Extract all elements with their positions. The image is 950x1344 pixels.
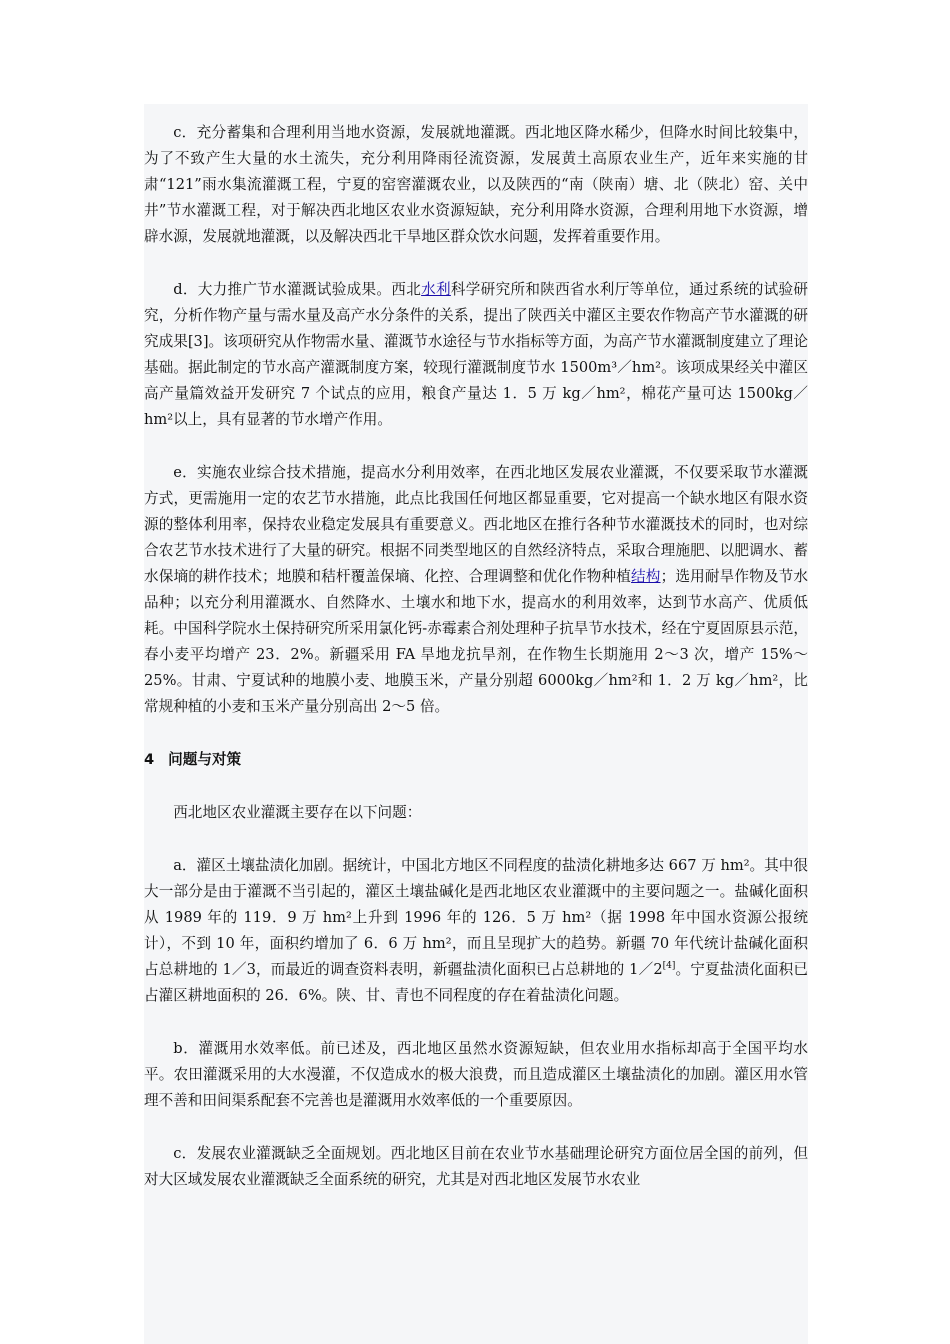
document-content — [144, 120, 808, 1220]
paragraph-text: 科学研究所和陕西省水利厅等单位，通过系统的试验研究，分析作物产量与需水量及高产水分条件的关系，提出了陕西关中灌区主要农作物高产节水灌溉的研究成果[3]。该项研究从作物需水量、灌溉节水途径与节水指标等方面，为高产节水灌溉制度建立了理论基础。据此制定的节水高产灌溉制度方案，较现行灌溉制度节水 1500m³／hm²。该项成果经关中灌区高产量篇效益开发研究 7 个试点的应用，粮食产量达 1．5 万 kg／hm²，棉花产量可达 1500kg／hm²以上，具有显著的节水增产作用。 — [144, 281, 808, 428]
paragraph-b-efficiency — [144, 1036, 808, 1114]
paragraph-text: d．大力推广节水灌溉试验成果。西北 — [173, 281, 422, 298]
paragraph-text: c．充分蓄集和合理利用当地水资源，发展就地灌溉。西北地区降水稀少，但降水时间比较集中，为了不致产生大量的水土流失，充分利用降雨径流资源，发展黄土高原农业生产，近年来实施的甘肃“121”雨水集流灌溉工程，宁夏的窑窖灌溉农业，以及陕西的“南（陕南）塘、北（陕北）窑、关中井”节水灌溉工程，对于解决西北地区农业水资源短缺，充分利用降水资源，合理利用地下水资源，增辟水源，发展就地灌溉，以及解决西北干旱地区群众饮水问题，发挥着重要作用。 — [144, 124, 808, 245]
citation-ref: [4] — [662, 961, 676, 972]
paragraph-c-planning — [144, 1141, 808, 1193]
paragraph-d-water-saving-results — [144, 277, 808, 433]
paragraph-text: ；选用耐旱作物及节水品种；以充分利用灌溉水、自然降水、土壤水和地下水，提高水的利用效率，达到节水高产、优质低耗。中国科学院水土保持研究所采用氯化钙-赤霉素合剂处理种子抗旱节水技术，经在宁夏固原县示范，春小麦平均增产 23．2%。新疆采用 FA 旱地龙抗旱剂，在作物生长期施用 2～3 次，增产 15%～25%。甘肃、宁夏试种的地膜小麦、地膜玉米，产量分别超 6000kg／hm²和 1．2 万 kg／hm²，比常规种植的小麦和玉米产量分别高出 2～5 倍。 — [144, 568, 808, 715]
paragraph-text: a．灌区土壤盐渍化加剧。据统计，中国北方地区不同程度的盐渍化耕地多达 667 万 hm²。其中很大一部分是由于灌溉不当引起的，灌区土壤盐碱化是西北地区农业灌溉中的主要问题之一。盐碱化面积从 1989 年的 119．9 万 hm²上升到 1996 年的 126．5 万 hm²（据 1998 年中国水资源公报统计），不到 10 年，面积约增加了 6．6 万 hm²，而且呈现扩大的趋势。新疆 70 年代统计盐碱化面积占总耕地的 1／3，而最近的调查资料表明，新疆盐渍化面积已占总耕地的 1／2 — [144, 857, 808, 978]
section-title: 问题与对策 — [168, 751, 242, 768]
paragraph-e-agronomic-measures — [144, 460, 808, 720]
paragraph-text: e．实施农业综合技术措施，提高水分利用效率，在西北地区发展农业灌溉，不仅要采取节水灌溉方式，更需施用一定的农艺节水措施，此点比我国任何地区都显重要，它对提高一个缺水地区有限水资源的整体利用率，保持农业稳定发展具有重要意义。西北地区在推行各种节水灌溉技术的同时，也对综合农艺节水技术进行了大量的研究。根据不同类型地区的自然经济特点，采取合理施肥、以肥调水、蓄水保墒的耕作技术；地膜和秸杆覆盖保墒、化控、合理调整和优化作物种植 — [144, 464, 808, 585]
paragraph-intro — [144, 800, 808, 826]
paragraph-text: b．灌溉用水效率低。前已述及，西北地区虽然水资源短缺，但农业用水指标却高于全国平均水平。农田灌溉采用的大水漫灌，不仅造成水的极大浪费，而且造成灌区土壤盐渍化的加剧。灌区用水管理不善和田间渠系配套不完善也是灌溉用水效率低的一个重要原因。 — [144, 1040, 808, 1109]
paragraph-text: 。宁夏盐渍化面积已占灌区耕地面积的 26．6%。陕、甘、青也不同程度的存在着盐渍化问题。 — [144, 961, 808, 1004]
paragraph-a-salinization — [144, 853, 808, 1009]
paragraph-c-local-water — [144, 120, 808, 250]
paragraph-text: c．发展农业灌溉缺乏全面规划。西北地区目前在农业节水基础理论研究方面位居全国的前列，但对大区域发展农业灌溉缺乏全面系统的研究，尤其是对西北地区发展节水农业 — [144, 1145, 808, 1188]
link-structure[interactable]: 结构 — [631, 568, 661, 585]
section-heading — [144, 747, 808, 773]
link-water-conservancy[interactable]: 水利 — [421, 281, 451, 298]
section-number: 4 — [144, 751, 155, 768]
paragraph-text: 西北地区农业灌溉主要存在以下问题： — [173, 804, 422, 821]
